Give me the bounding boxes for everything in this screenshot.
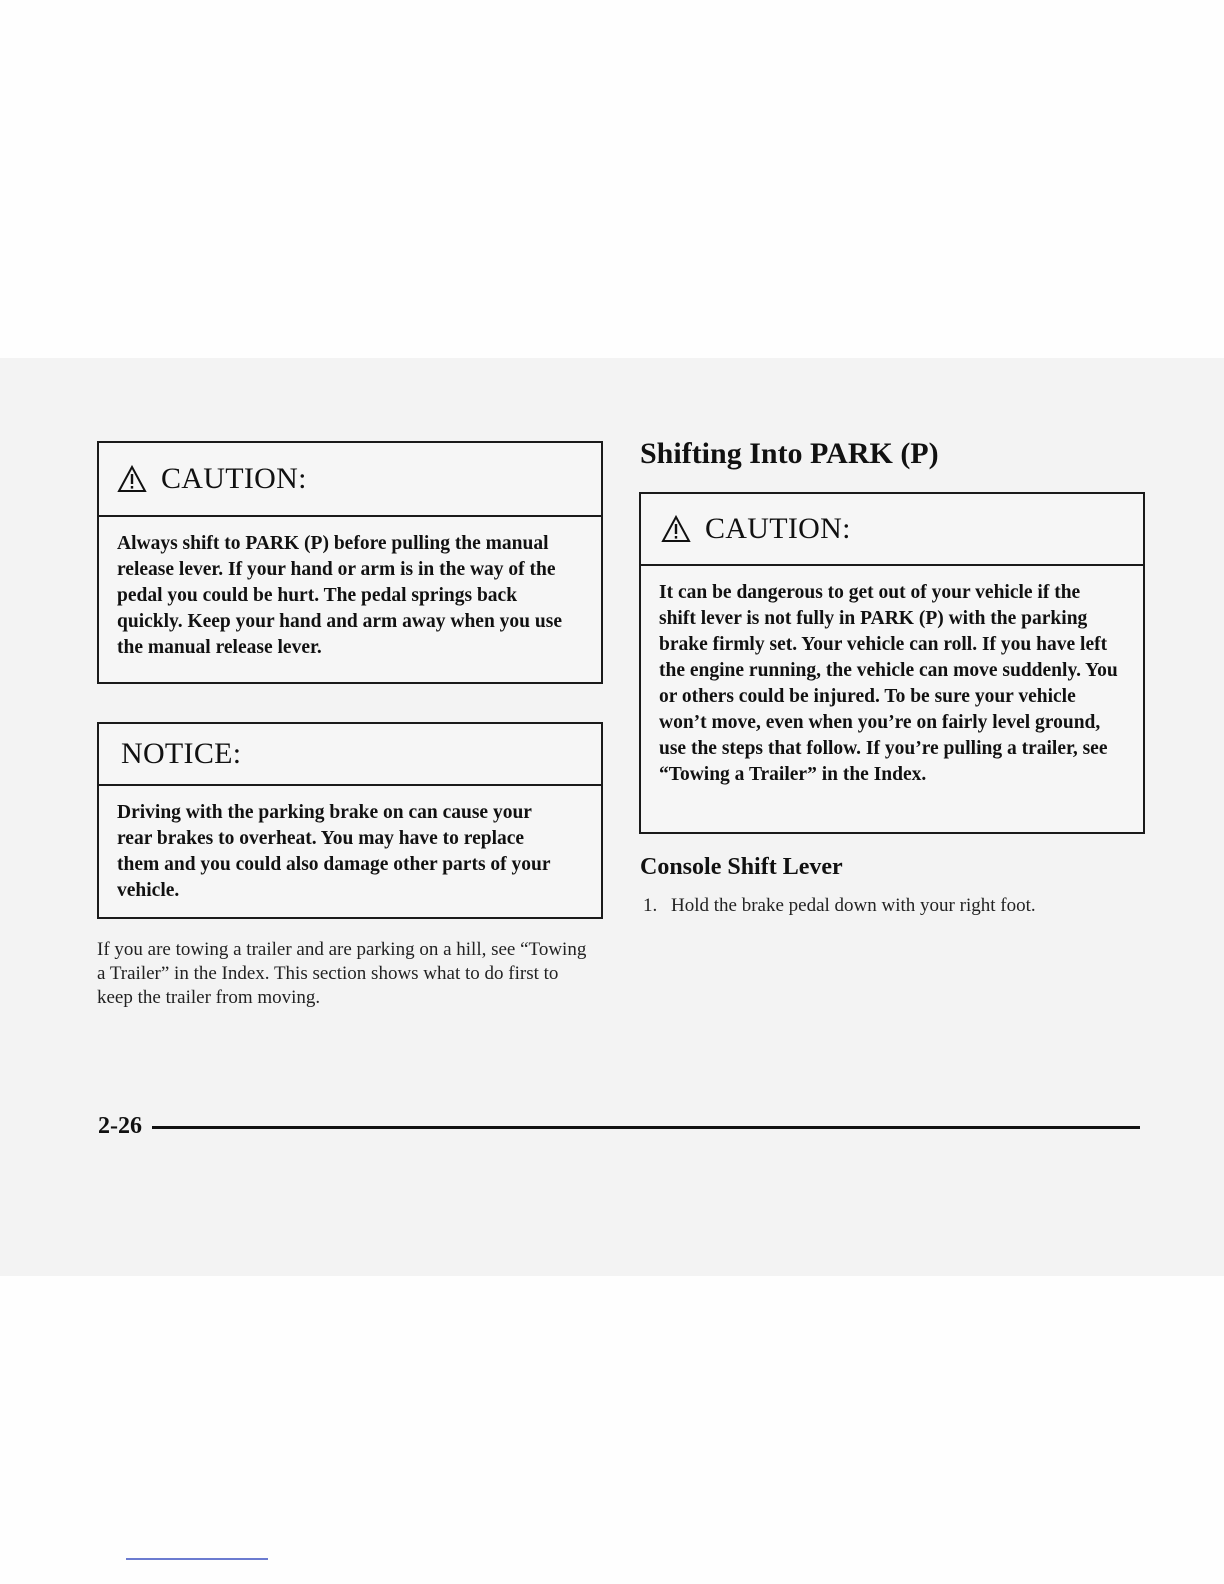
notice-heading: NOTICE:: [121, 737, 242, 770]
step-item: [643, 894, 1143, 918]
caution-body: It can be dangerous to get out of your vehicle if the shift lever is not fully in PARK (P) with the parking brake firmly set. Your vehicle can roll. If you have left the engine running, the vehicle can move suddenly. You or others could be injured. To be sure your vehicle won’t move, even when you’re on fairly level ground, use the steps that follow. If you’re pulling a trailer, see “Towing a Trailer” in the Index.: [659, 582, 1118, 785]
caution-body: Always shift to PARK (P) before pulling the manual release lever. If your hand or arm is in the way of the pedal you could be hurt. The pedal springs back quickly. Keep your hand and arm away when you use the manual release lever.: [117, 533, 562, 658]
subsection-title: Console Shift Lever: [640, 854, 843, 880]
step-list: [643, 894, 1143, 918]
notice-box: [97, 722, 603, 919]
caution-header: [641, 494, 1143, 566]
corner-underline-mark: [126, 1558, 268, 1560]
caution-box-right: [639, 492, 1145, 834]
step-number: 1.: [643, 895, 658, 916]
step-text: Hold the brake pedal down with your right foot.: [671, 895, 1036, 916]
caution-box-left: [97, 441, 603, 684]
caution-heading: CAUTION:: [161, 462, 307, 495]
section-title: Shifting Into PARK (P): [640, 437, 939, 470]
caution-heading: CAUTION:: [705, 512, 851, 545]
page-number: 2-26: [98, 1113, 142, 1139]
warning-triangle-icon: [661, 515, 691, 543]
notice-header: [99, 724, 601, 786]
caution-header: [99, 443, 601, 517]
warning-triangle-icon: [117, 465, 147, 493]
notice-body: Driving with the parking brake on can cause your rear brakes to overheat. You may have to replace them and you could also damage other parts of your vehicle.: [117, 802, 551, 901]
trailer-parking-paragraph: If you are towing a trailer and are parking on a hill, see “Towing a Trailer” in the Index. This section shows what to do first to keep the trailer from moving.: [97, 939, 587, 1008]
footer-rule: [152, 1126, 1140, 1129]
